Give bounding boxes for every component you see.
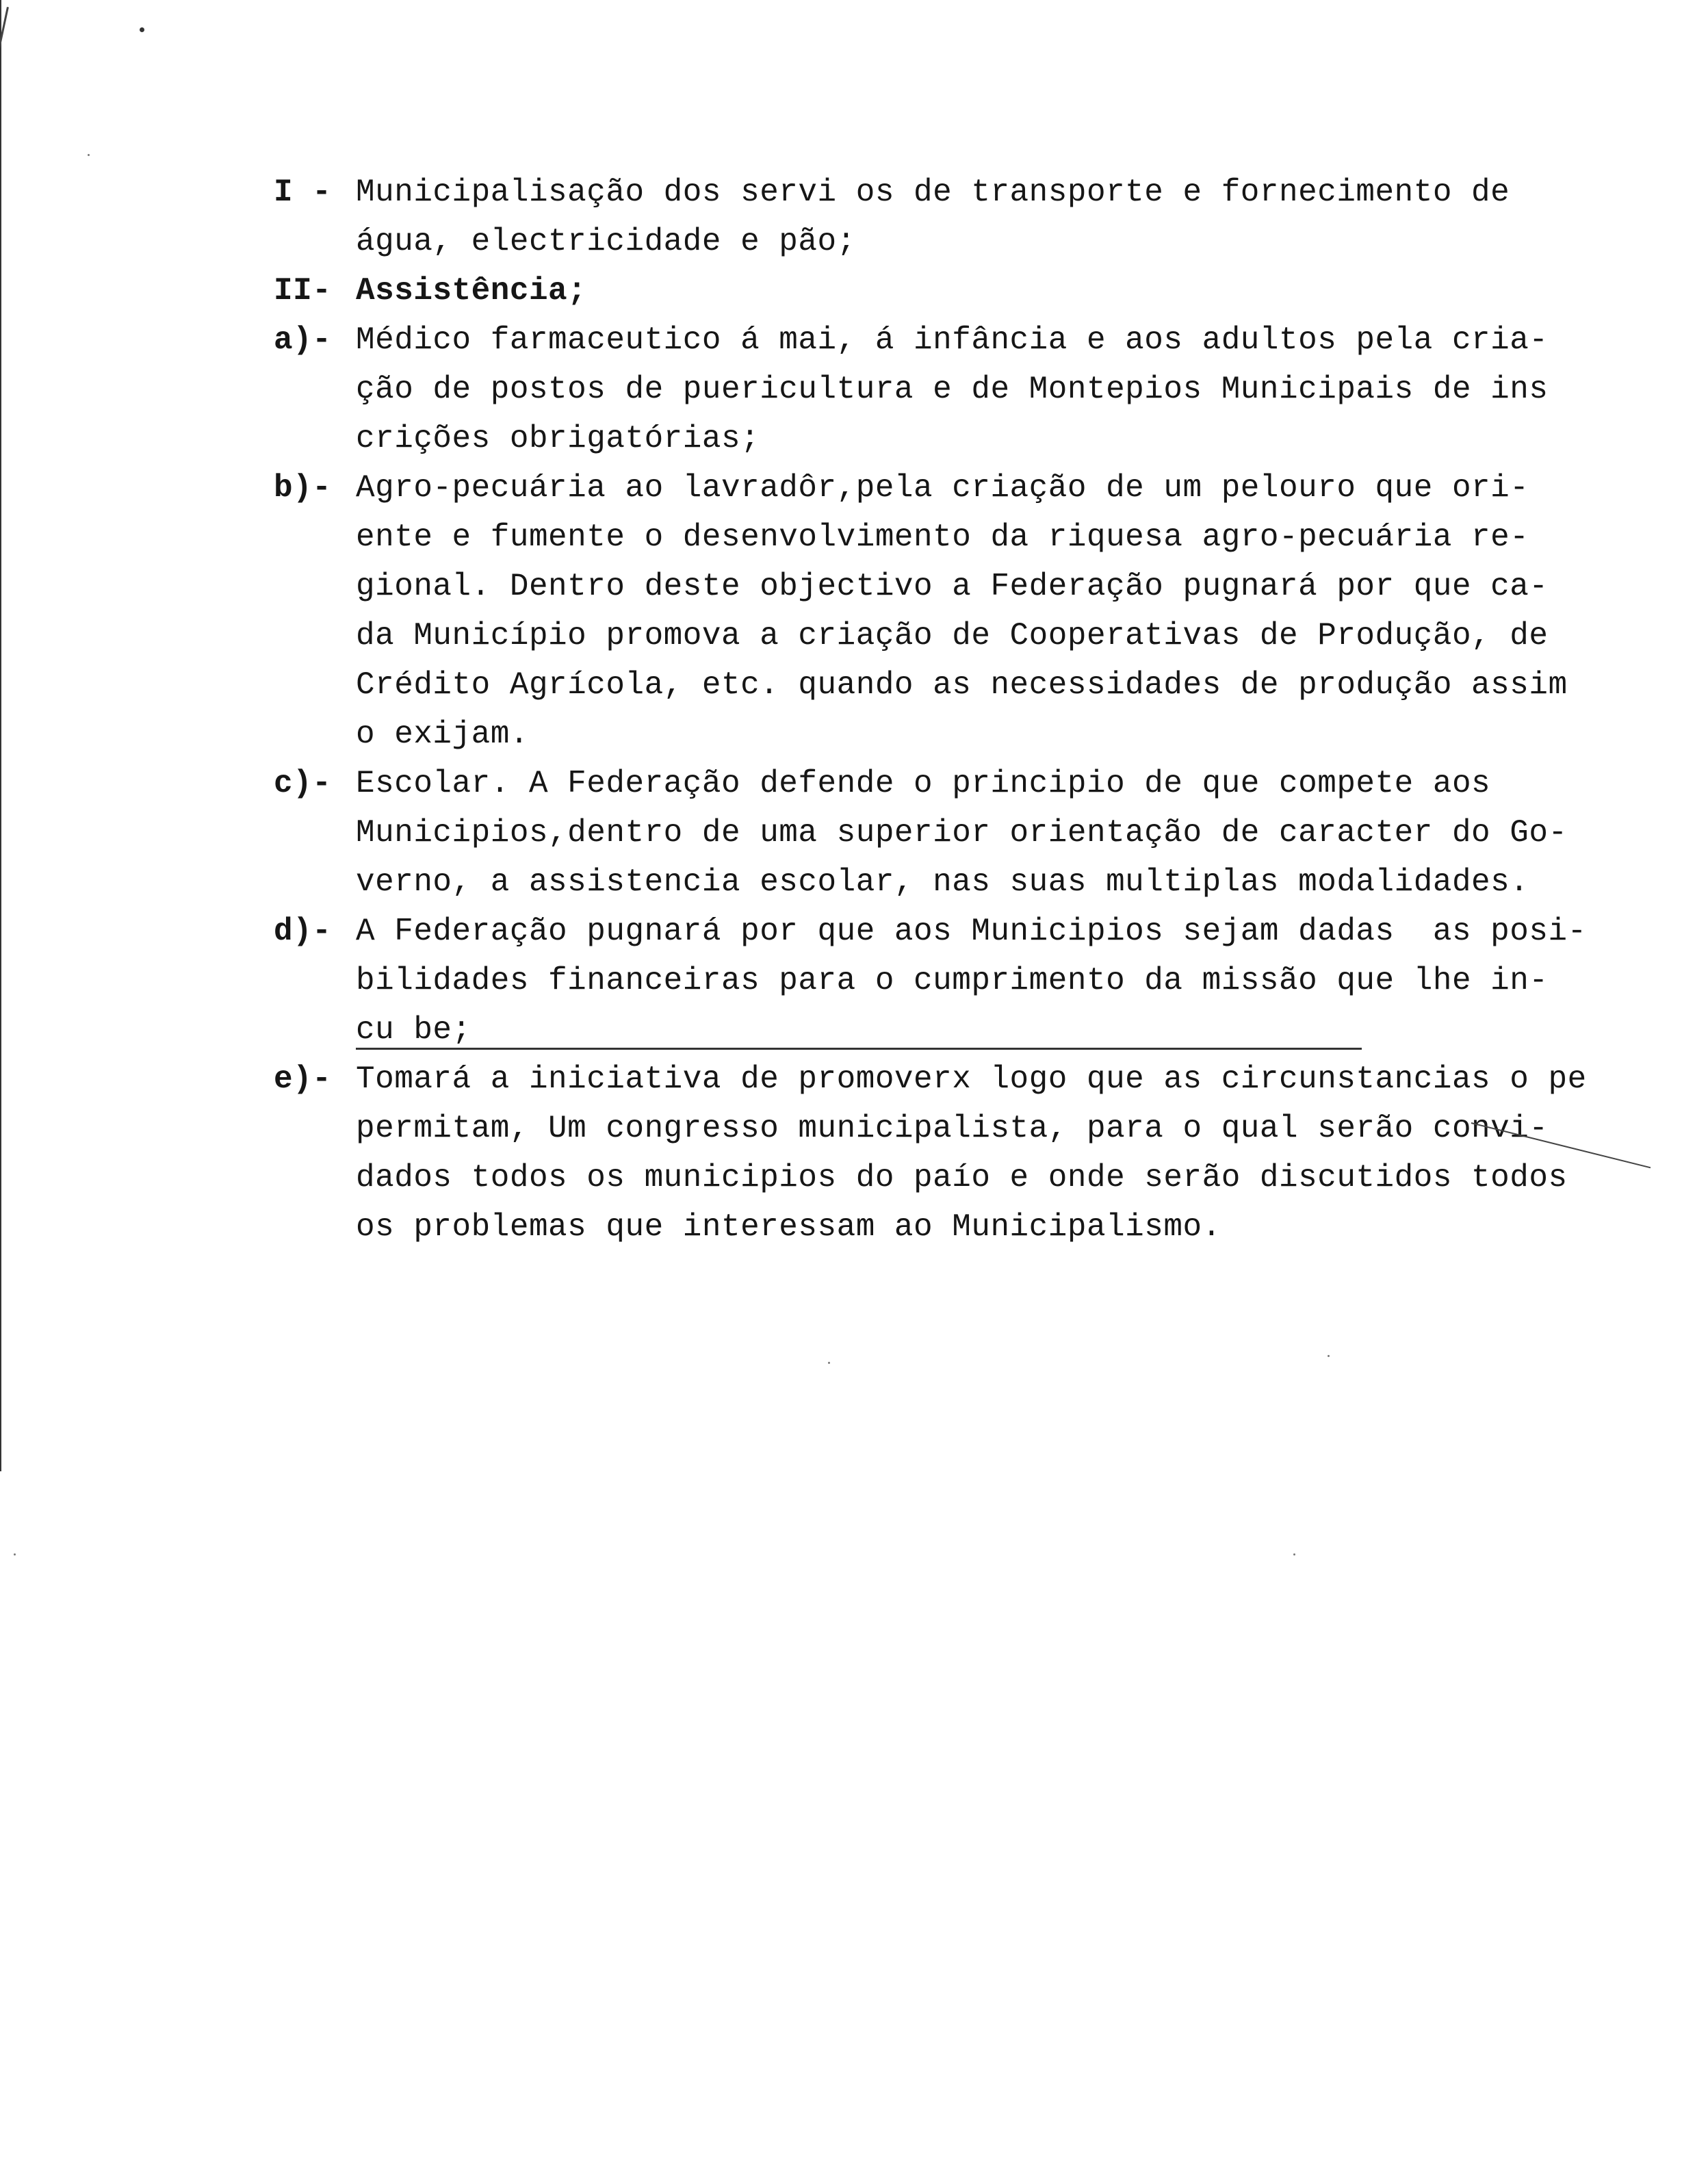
text-line: verno, a assistencia escolar, nas suas multiplas modalidades.	[356, 864, 1529, 900]
text-line: cu be;	[356, 1012, 471, 1048]
scan-speck	[88, 154, 90, 156]
text-line: água, electricidade e pão;	[356, 224, 856, 259]
scan-speck	[1293, 1553, 1295, 1555]
text-line: ente e fumente o desenvolvimento da riquesa agro-pecuária re-	[356, 519, 1529, 555]
text-line: da Município promova a criação de Cooperativas de Produção, de	[356, 618, 1549, 654]
list-item-b	[274, 463, 1642, 759]
list-item-i	[274, 168, 1642, 266]
document-body	[274, 168, 1642, 1252]
item-marker: d)-	[274, 914, 332, 949]
list-item-c	[274, 759, 1642, 907]
text-line: dados todos os municipios do paío e onde serão discutidos todos	[356, 1160, 1568, 1196]
text-line: Crédito Agrícola, etc. quando as necessidades de produção assim	[356, 667, 1568, 703]
item-marker: c)-	[274, 766, 332, 801]
scan-speck	[14, 1553, 16, 1555]
text-line: ção de postos de puericultura e de Montepios Municipais de ins	[356, 372, 1549, 407]
text-line: o exijam.	[356, 716, 529, 752]
list-item-a	[274, 315, 1642, 463]
item-marker: b)-	[274, 470, 332, 506]
text-line: Tomará a iniciativa de promoverx logo que as circunstancias o pe	[356, 1061, 1587, 1097]
text-line: Agro-pecuária ao lavradôr,pela criação de um pelouro que ori-	[356, 470, 1529, 506]
scan-speck	[140, 27, 144, 32]
strikethrough-line	[356, 1048, 1362, 1050]
page-edge-line	[0, 0, 1, 1471]
item-marker: I -	[274, 175, 332, 210]
item-marker: e)-	[274, 1061, 332, 1097]
text-line: gional. Dentro deste objectivo a Federação pugnará por que ca-	[356, 569, 1549, 604]
text-line: bilidades financeiras para o cumprimento da missão que lhe in-	[356, 963, 1549, 998]
text-line: Municipios,dentro de uma superior orientação de caracter do Go-	[356, 815, 1568, 851]
section-heading: Assistência;	[356, 273, 587, 309]
item-marker: II-	[274, 273, 332, 309]
text-line: crições obrigatórias;	[356, 421, 760, 456]
text-line: Médico farmaceutico á mai, á infância e aos adultos pela cria-	[356, 322, 1549, 358]
scan-speck	[828, 1362, 830, 1364]
text-line: Municipalisação dos servi os de transporte e fornecimento de	[356, 175, 1510, 210]
scan-speck	[1328, 1355, 1330, 1357]
list-item-ii	[274, 266, 1642, 315]
list-item-e	[274, 1055, 1642, 1252]
text-line: os problemas que interessam ao Municipalismo.	[356, 1209, 1221, 1245]
item-marker: a)-	[274, 322, 332, 358]
text-line: permitam, Um congresso municipalista, para o qual serão convi-	[356, 1111, 1549, 1146]
text-line: Escolar. A Federação defende o principio de que compete aos	[356, 766, 1491, 801]
text-line: A Federação pugnará por que aos Municipios sejam dadas as posi-	[356, 914, 1587, 949]
list-item-d	[274, 907, 1642, 1055]
